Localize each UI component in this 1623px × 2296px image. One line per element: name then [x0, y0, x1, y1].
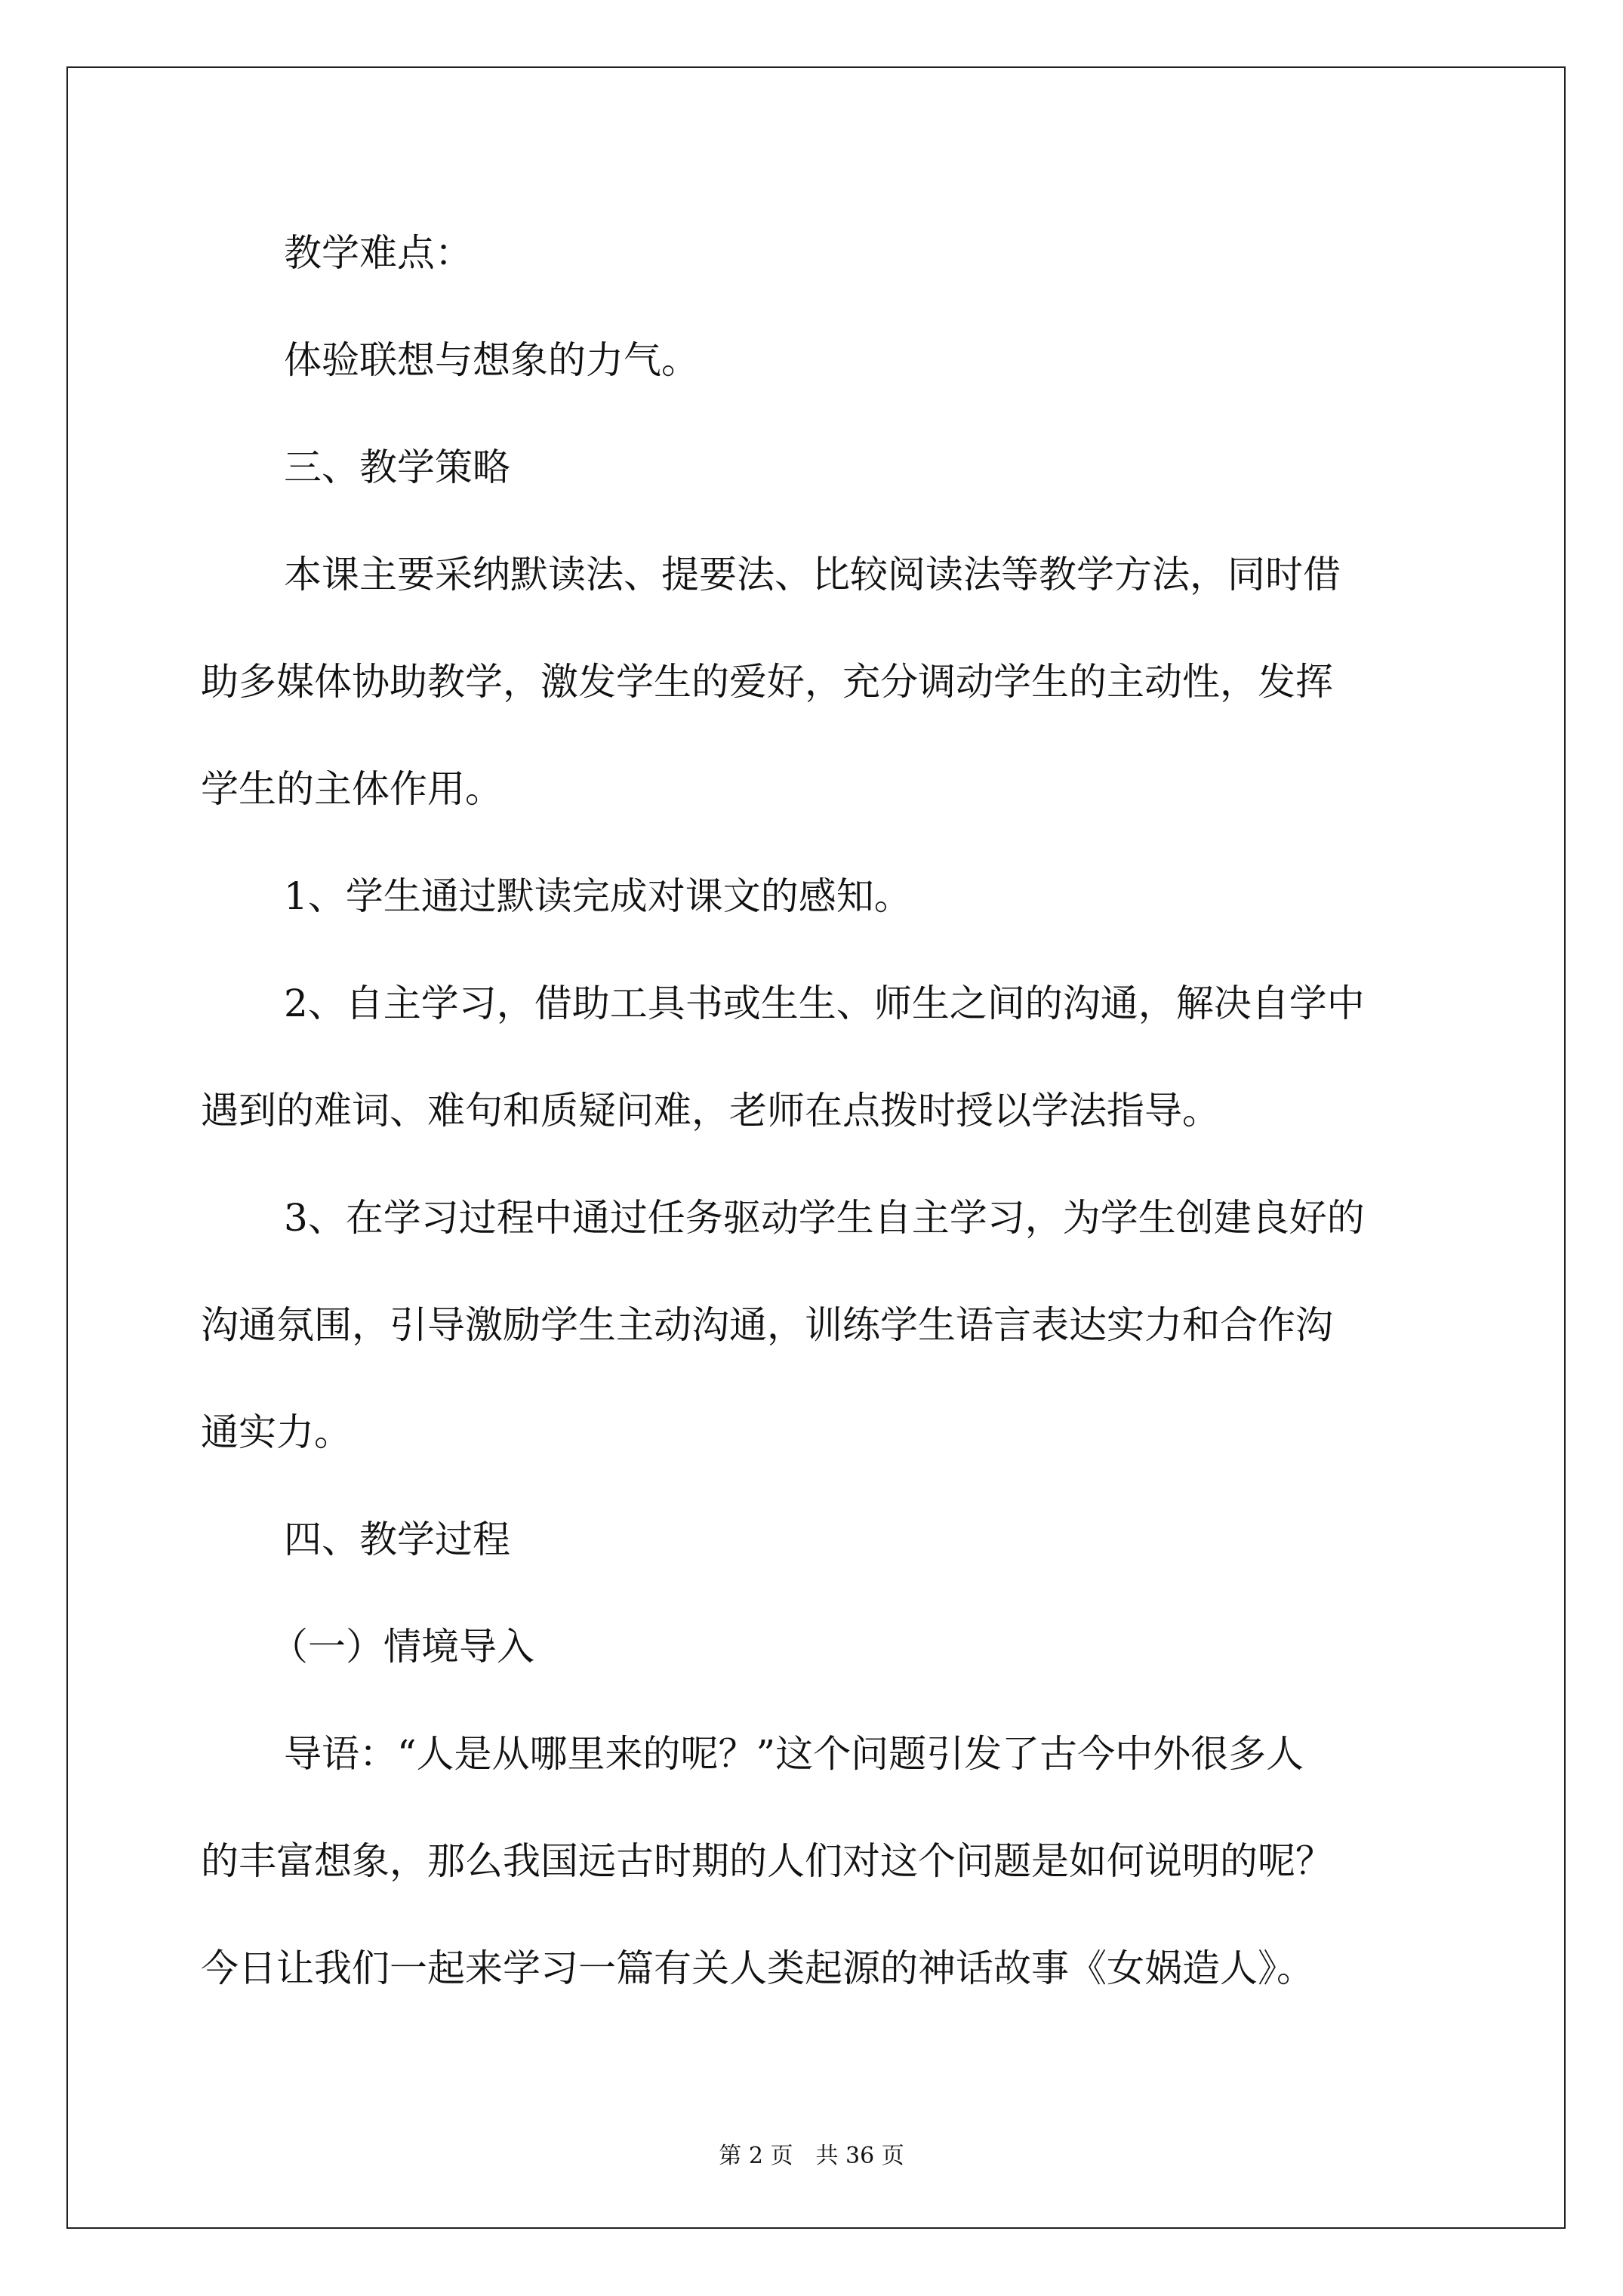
paragraph: 的丰富想象，那么我国远古时期的人们对这个问题是如何说明的呢？	[201, 1839, 1333, 1883]
paragraph: 通实力。	[201, 1410, 352, 1454]
paragraph: 遇到的难词、难句和质疑问难，老师在点拨时授以学法指导。	[201, 1089, 1220, 1133]
paragraph: 学生的主体作用。	[201, 767, 503, 811]
list-item: 1、学生通过默读完成对课文的感知。	[284, 874, 912, 918]
paragraph: 助多媒体协助教学，激发学生的爱好，充分调动学生的主动性，发挥	[201, 660, 1333, 704]
section-heading: 四、教学过程	[284, 1518, 510, 1561]
heading-teaching-difficulty: 教学难点：	[284, 231, 473, 275]
paragraph: 今日让我们一起来学习一篇有关人类起源的神话故事《女娲造人》。	[201, 1946, 1314, 1990]
paragraph: 导语：“人是从哪里来的呢？”这个问题引发了古今中外很多人	[284, 1732, 1304, 1776]
list-item: 3、在学习过程中通过任务驱动学生自主学习，为学生创建良好的	[284, 1196, 1365, 1240]
paragraph: 沟通氛围，引导激励学生主动沟通，训练学生语言表达实力和合作沟	[201, 1303, 1333, 1347]
subsection-heading: （一）情境导入	[270, 1625, 534, 1669]
list-item: 2、自主学习，借助工具书或生生、师生之间的沟通，解决自学中	[284, 982, 1365, 1025]
paragraph: 体验联想与想象的力气。	[284, 338, 699, 382]
page-border	[66, 66, 1566, 2229]
page-number: 第 2 页 共 36 页	[719, 2143, 904, 2169]
section-heading: 三、教学策略	[284, 445, 510, 489]
paragraph: 本课主要采纳默读法、提要法、比较阅读法等教学方法，同时借	[284, 553, 1341, 596]
